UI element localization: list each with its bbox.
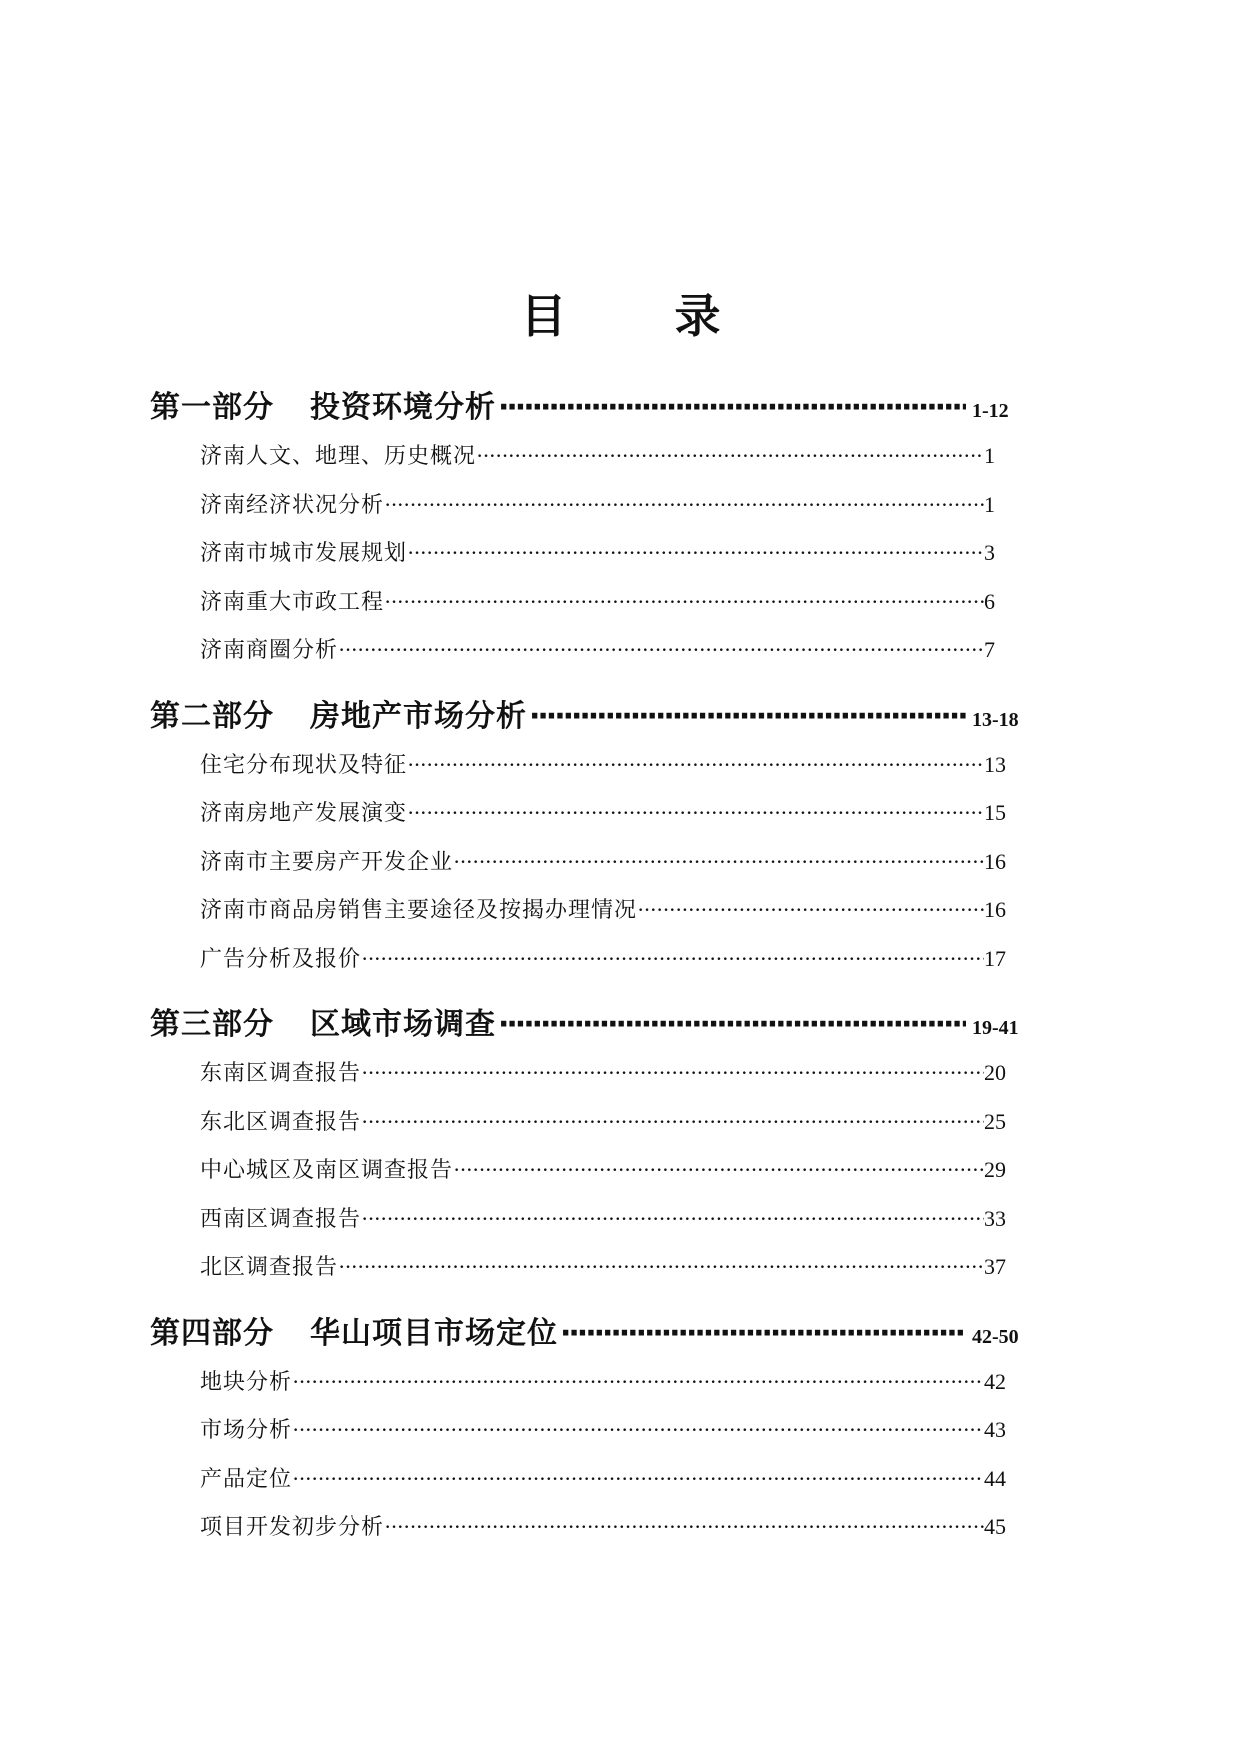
toc-entry-page: 16 bbox=[984, 848, 1006, 874]
toc-part-heading[interactable] bbox=[150, 1001, 1030, 1049]
page-title: 目 录 bbox=[520, 289, 767, 343]
toc-entry-label: 济南人文、地理、历史概况 bbox=[200, 444, 477, 469]
part-page-range: 42-50 bbox=[972, 1325, 1019, 1348]
dot-leader bbox=[529, 693, 966, 741]
toc-entry-page: 3 bbox=[984, 540, 995, 565]
toc-entry[interactable] bbox=[150, 1146, 1030, 1195]
toc-entry-page: 20 bbox=[984, 1060, 1006, 1085]
part-page-range: 1-12 bbox=[972, 400, 1009, 422]
toc-entry-page: 44 bbox=[984, 1465, 1006, 1491]
part-page-range: 13-18 bbox=[972, 708, 1019, 731]
dot-leader bbox=[637, 886, 984, 935]
toc-entry[interactable] bbox=[150, 838, 1030, 887]
toc-entry[interactable] bbox=[150, 1243, 1030, 1292]
toc-entry-label: 产品定位 bbox=[200, 1466, 293, 1492]
dot-leader bbox=[560, 1310, 966, 1358]
dot-leader bbox=[361, 1049, 984, 1098]
toc-entry-page: 17 bbox=[984, 945, 1006, 971]
dot-leader bbox=[498, 384, 966, 432]
toc-entry[interactable] bbox=[150, 1503, 1030, 1552]
dot-leader bbox=[361, 935, 984, 984]
toc-entry-label: 住宅分布现状及特征 bbox=[200, 752, 408, 778]
toc-part-heading[interactable] bbox=[150, 1310, 1030, 1358]
toc-entry-label: 济南市主要房产开发企业 bbox=[200, 849, 454, 875]
toc-entry-label: 项目开发初步分析 bbox=[200, 1515, 385, 1540]
toc-section-part-3 bbox=[150, 1001, 1030, 1292]
toc-entry-label: 地块分析 bbox=[200, 1369, 293, 1395]
toc-entry[interactable] bbox=[150, 935, 1030, 984]
toc-entry-page: 33 bbox=[984, 1205, 1006, 1231]
dot-leader bbox=[338, 1243, 984, 1292]
dot-leader bbox=[292, 1455, 984, 1504]
toc-entry-page: 25 bbox=[984, 1108, 1006, 1134]
toc-entry-page: 45 bbox=[984, 1514, 1006, 1539]
part-name: 房地产市场分析 bbox=[310, 698, 527, 734]
toc-entry-page: 13 bbox=[984, 751, 1006, 777]
dot-leader bbox=[407, 789, 984, 838]
toc-entry-label: 广告分析及报价 bbox=[200, 946, 362, 972]
toc-entry[interactable] bbox=[150, 432, 1030, 481]
toc-entry-label: 济南市城市发展规划 bbox=[200, 541, 408, 566]
toc-entry-label: 东南区调查报告 bbox=[200, 1061, 362, 1086]
toc-entry[interactable] bbox=[150, 1049, 1030, 1098]
dot-leader bbox=[476, 432, 984, 481]
toc-entry[interactable] bbox=[150, 1358, 1030, 1407]
toc-entry[interactable] bbox=[150, 626, 1030, 675]
dot-leader bbox=[498, 1001, 966, 1049]
part-name: 投资环境分析 bbox=[310, 390, 496, 425]
toc-section-part-2 bbox=[150, 693, 1030, 984]
toc-section-part-4 bbox=[150, 1310, 1030, 1552]
toc-entry-label: 济南市商品房销售主要途径及按揭办理情况 bbox=[200, 898, 638, 923]
toc-entry-label: 中心城区及南区调查报告 bbox=[200, 1158, 454, 1183]
toc-entry-page: 16 bbox=[984, 897, 1006, 922]
toc-part-heading[interactable] bbox=[150, 693, 1030, 741]
part-number: 第三部分 bbox=[150, 1007, 274, 1042]
toc-entry[interactable] bbox=[150, 1098, 1030, 1147]
toc-entry-label: 市场分析 bbox=[200, 1418, 293, 1443]
part-name: 区域市场调查 bbox=[310, 1007, 496, 1042]
dot-leader bbox=[453, 838, 984, 887]
dot-leader bbox=[407, 529, 984, 578]
toc-entry-label: 东北区调查报告 bbox=[200, 1109, 362, 1135]
toc-entry[interactable] bbox=[150, 1406, 1030, 1455]
part-name: 华山项目市场定位 bbox=[310, 1315, 558, 1351]
dot-leader bbox=[384, 578, 984, 627]
toc-entry-page: 29 bbox=[984, 1157, 1006, 1182]
toc-entry[interactable] bbox=[150, 529, 1030, 578]
toc-entry-page: 1 bbox=[984, 443, 995, 468]
dot-leader bbox=[384, 481, 984, 530]
dot-leader bbox=[361, 1098, 984, 1147]
toc-entry-label: 北区调查报告 bbox=[200, 1255, 339, 1280]
dot-leader bbox=[338, 626, 984, 675]
toc-entry[interactable] bbox=[150, 741, 1030, 790]
toc-entry[interactable] bbox=[150, 578, 1030, 627]
toc-entry[interactable] bbox=[150, 1455, 1030, 1504]
table-of-contents bbox=[150, 384, 1030, 1570]
part-number: 第二部分 bbox=[150, 698, 274, 734]
part-number: 第一部分 bbox=[150, 390, 274, 425]
dot-leader bbox=[292, 1358, 984, 1407]
toc-entry-page: 1 bbox=[984, 491, 995, 517]
toc-entry[interactable] bbox=[150, 1195, 1030, 1244]
toc-entry-label: 济南商圈分析 bbox=[200, 638, 339, 663]
part-number: 第四部分 bbox=[150, 1315, 274, 1351]
toc-entry-label: 西南区调查报告 bbox=[200, 1206, 362, 1232]
toc-entry-label: 济南重大市政工程 bbox=[200, 589, 385, 615]
dot-leader bbox=[407, 741, 984, 790]
toc-section-part-1 bbox=[150, 384, 1030, 675]
part-page-range: 19-41 bbox=[972, 1017, 1019, 1039]
dot-leader bbox=[292, 1406, 984, 1455]
dot-leader bbox=[361, 1195, 984, 1244]
toc-entry[interactable] bbox=[150, 789, 1030, 838]
toc-part-heading[interactable] bbox=[150, 384, 1030, 432]
toc-entry-page: 15 bbox=[984, 800, 1006, 825]
toc-entry-label: 济南房地产发展演变 bbox=[200, 801, 408, 826]
toc-entry-page: 42 bbox=[984, 1368, 1006, 1394]
dot-leader bbox=[384, 1503, 984, 1552]
toc-entry[interactable] bbox=[150, 481, 1030, 530]
toc-entry-page: 43 bbox=[984, 1417, 1006, 1442]
toc-entry-label: 济南经济状况分析 bbox=[200, 492, 385, 518]
toc-entry-page: 7 bbox=[984, 637, 995, 662]
dot-leader bbox=[453, 1146, 984, 1195]
toc-entry-page: 37 bbox=[984, 1254, 1006, 1279]
toc-entry-page: 6 bbox=[984, 588, 995, 614]
toc-entry[interactable] bbox=[150, 886, 1030, 935]
